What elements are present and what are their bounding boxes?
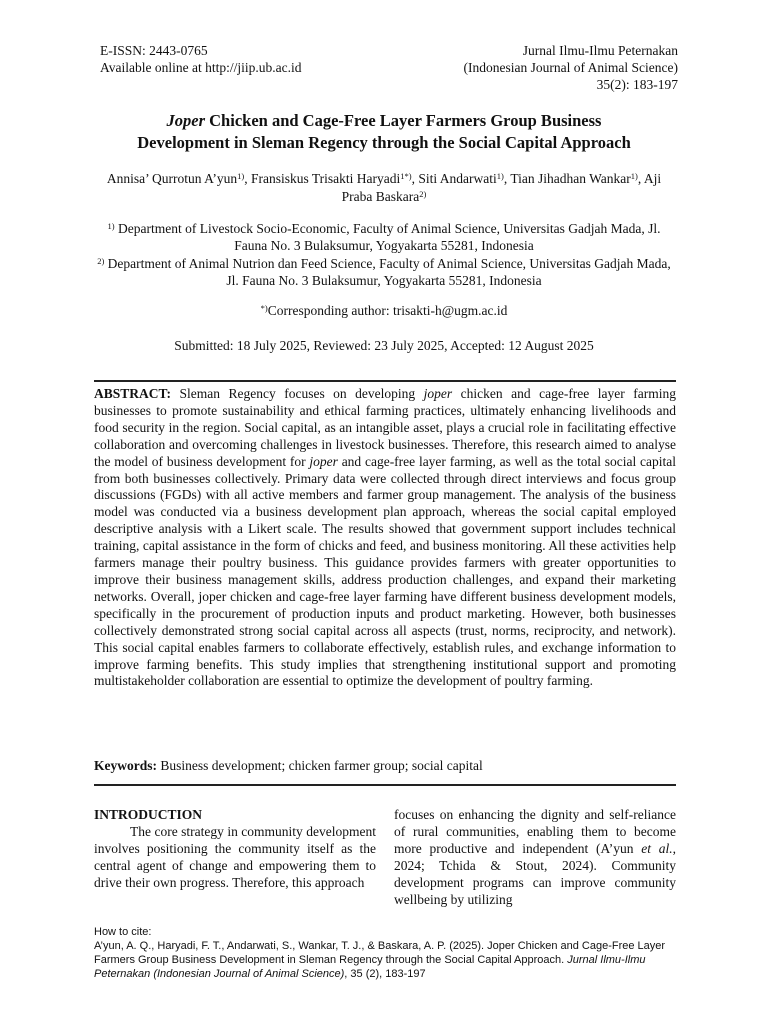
affiliation-2 xyxy=(96,255,672,289)
author: , Tian Jihadhan Wankar xyxy=(503,171,631,186)
title-line1: Chicken and Cage-Free Layer Farmers Group Business xyxy=(205,111,602,130)
keywords-label: Keywords: xyxy=(94,758,157,773)
submission-dates: Submitted: 18 July 2025, Reviewed: 23 July 2025, Accepted: 12 August 2025 xyxy=(174,338,594,353)
author-list xyxy=(96,170,672,205)
journal-name-en: (Indonesian Journal of Animal Science) xyxy=(463,60,678,75)
author-sup: 1*) xyxy=(400,171,412,181)
intro-column-right xyxy=(394,806,676,908)
author: Annisa’ Qurrotun A’yun xyxy=(106,171,238,186)
header-left xyxy=(100,42,301,76)
journal-name: Jurnal Ilmu-Ilmu Peternakan xyxy=(522,43,678,58)
affiliation-text: Department of Animal Nutrion dan Feed Science, Faculty of Animal Science, Universitas Gadjah Mada, Jl. Fauna No. 3 Bulaksumur, Yogyakarta 55281, Indonesia xyxy=(104,256,671,288)
affiliation-text: Department of Livestock Socio-Economic, Faculty of Animal Science, Universitas Gadjah Mada, Jl. Fauna No. 3 Bulaksumur, Yogyakarta 55281, Indonesia xyxy=(114,221,661,253)
cite-journal: Jurnal Ilmu-Ilmu Peternakan (Indonesian Journal of Animal Science) xyxy=(94,954,646,980)
intro-paragraph: The core strategy in community development involves positioning the community itself as the central agent of change and empowering them to drive their own progress. Therefore, this approach xyxy=(94,824,376,890)
title-line2: Development in Sleman Regency through the Social Capital Approach xyxy=(137,133,631,152)
intro-text: focuses on enhancing the dignity and self-reliance of rural communities, enabling them to become more productive and independent (A’yun xyxy=(394,807,676,856)
abstract-text: and cage-free layer farming, as well as the total social capital from both businesses collectively. Primary data were collected through direct interviews and focus group discussions (FGDs) with all active members and farmer group management. The analysis of the business model was conducted via a business development plan approach, whereas the social capital employed descriptive analysis with a Likert scale. The results showed that government support includes technical training, capital assistance in the form of chicks and feed, and business monitoring. All these activities help farmers manage their poultry business. This guidance provides farmers with greater opportunities to improve their business management skills, address production challenges, and expand their marketing networks. Overall, joper chicken and cage-free layer farming have different business development models, specifically in the procurement of production inputs and product marketing. However, both businesses collectively demonstrated strong social capital across all aspects (trust, norms, reciprocity, and network). This social capital enables farmers to collaborate effectively, establish rules, and exchange information to improve farming benefits. This study implies that strengthening institutional support and promoting multistakeholder collaboration are essential to optimize the development of poultry farming. xyxy=(94,453,676,689)
author: , Fransiskus Trisakti Haryadi xyxy=(244,171,401,186)
divider-top xyxy=(94,380,676,382)
abstract-label: ABSTRACT: xyxy=(94,386,172,401)
affiliation-sup: 2) xyxy=(97,256,105,266)
intro-column-left xyxy=(94,806,376,891)
how-to-cite xyxy=(94,925,684,981)
journal-volume: 35(2): 183-197 xyxy=(596,77,678,92)
keywords-text: Business development; chicken farmer group; social capital xyxy=(157,758,483,773)
cite-body: A’yun, A. Q., Haryadi, F. T., Andarwati, S., Wankar, T. J., & Baskara, A. P. (2025). Joper Chicken and Cage-Free Layer Farmers Group Business Development in Sleman Regency through the Social Capital Approach. xyxy=(94,940,666,966)
affiliation-sup: 1) xyxy=(107,221,115,231)
cite-label: How to cite: xyxy=(94,926,152,938)
divider-bottom xyxy=(94,784,676,786)
available-online: Available online at http://jiip.ub.ac.id xyxy=(100,60,302,75)
header-right xyxy=(464,42,678,93)
affiliation-1 xyxy=(96,220,672,254)
cite-text xyxy=(94,939,684,981)
title-italic: Joper xyxy=(166,111,206,130)
intro-italic: et al. xyxy=(641,841,673,856)
author-sup: 1) xyxy=(237,171,245,181)
cite-tail: , 35 (2), 183-197 xyxy=(344,968,426,980)
corresponding-text: Corresponding author: trisakti-h@ugm.ac.id xyxy=(267,303,508,318)
abstract-text: chicken and cage-free layer farming businesses to promote sustainability and ethical farming practices, ultimately enhancing livelihoods and food security in the region. Social capital, as an intangible asset, plays a crucial role in facilitating effective collaboration and overcoming challenges in livestock businesses. Therefore, this research aimed to analyse the model of business development for xyxy=(94,386,676,469)
paper-title xyxy=(96,110,672,154)
abstract xyxy=(94,386,676,690)
issn: E-ISSN: 2443-0765 xyxy=(100,43,208,58)
abstract-italic: joper xyxy=(309,453,338,469)
intro-text: , 2024; Tchida & Stout, 2024). Community development programs can improve community wellbeing by utilizing xyxy=(394,841,677,907)
author-sup: 2) xyxy=(419,188,427,199)
corresponding-sup: *) xyxy=(260,303,268,313)
abstract-text: Sleman Regency focuses on developing xyxy=(171,386,424,401)
author: , Aji Praba Baskara xyxy=(341,171,662,204)
keywords xyxy=(94,758,676,774)
author: , Siti Andarwati xyxy=(411,171,497,186)
corresponding-author xyxy=(96,303,672,319)
section-heading: INTRODUCTION xyxy=(94,807,203,822)
abstract-italic: joper xyxy=(423,386,453,401)
author-sup: 1) xyxy=(630,171,638,181)
author-sup: 1) xyxy=(496,171,504,181)
